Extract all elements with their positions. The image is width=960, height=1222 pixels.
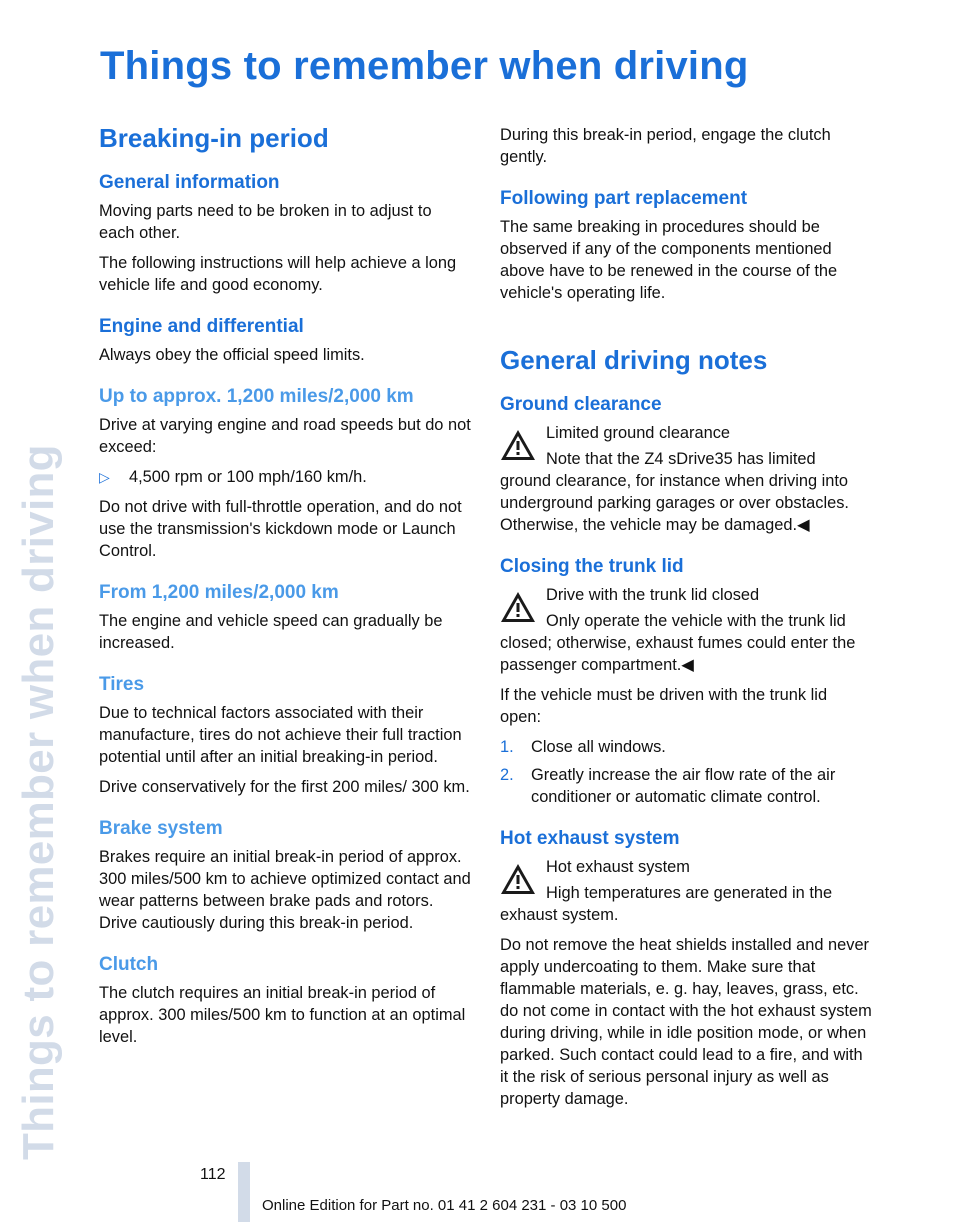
trunk-p1: If the vehicle must be driven with the trunk lid open: <box>500 686 828 726</box>
trunk-step-text: Greatly increase the air flow rate of the air conditioner or automatic climate control. <box>531 766 836 806</box>
tires-p2: Drive conservatively for the first 200 miles/ 300 km. <box>99 778 470 796</box>
upto-bullet-text: 4,500 rpm or 100 mph/160 km/h. <box>129 468 367 486</box>
clutch-heading: Clutch <box>99 954 159 975</box>
ground-warning-body-rest: ground clearance, for instance when driving into underground parking garages or over obstacles. Otherwise, the vehicle may be damaged.◀ <box>500 472 849 534</box>
trunk-step <box>500 736 872 758</box>
brake-p1: Brakes require an initial break-in period of approx. 300 miles/500 km to achieve optimized contact and wear patterns between brake pads and rotors. Drive cautiously during this break-in period. <box>99 848 471 932</box>
trunk-warning-title: Drive with the trunk lid closed <box>546 586 760 604</box>
general-info-p2: The following instructions will help achieve a long vehicle life and good economy. <box>99 254 457 294</box>
exhaust-heading: Hot exhaust system <box>500 828 680 849</box>
ground-heading: Ground clearance <box>500 394 662 415</box>
exhaust-warning-body-first: High temperatures are generated in the <box>546 884 833 902</box>
right-column <box>500 124 872 1118</box>
engine-p1: Always obey the official speed limits. <box>99 346 365 364</box>
exhaust-warning-body-rest: exhaust system. <box>500 906 619 924</box>
upto-p1: Drive at varying engine and road speeds but do not exceed: <box>99 416 471 456</box>
footer-bar <box>238 1162 250 1222</box>
trunk-warning-body-rest: closed; otherwise, exhaust fumes could enter the passenger compartment.◀ <box>500 634 856 674</box>
trunk-warning-body-first: Only operate the vehicle with the trunk lid <box>546 612 846 630</box>
side-chapter-title-text: Things to remember when driving <box>14 444 63 1160</box>
trunk-step <box>500 764 872 808</box>
page-title: Things to remember when driving <box>100 44 749 88</box>
exhaust-warning-title: Hot exhaust system <box>546 858 690 876</box>
general-info-p1: Moving parts need to be broken in to adjust to each other. <box>99 202 432 242</box>
left-column <box>99 120 471 1056</box>
ground-warning <box>500 422 872 536</box>
trunk-step-text: Close all windows. <box>531 738 666 756</box>
upto-heading: Up to approx. 1,200 miles/2,000 km <box>99 386 414 407</box>
warning-triangle-icon <box>500 428 536 462</box>
upto-p2: Do not drive with full-throttle operation, and do not use the transmission's kickdown mode or Launch Control. <box>99 498 462 560</box>
edition-footer: Online Edition for Part no. 01 41 2 604 231 - 03 10 500 <box>262 1197 627 1214</box>
clutch-continued: During this break-in period, engage the clutch gently. <box>500 126 831 166</box>
tires-p1: Due to technical factors associated with their manufacture, tires do not achieve their full traction potential until after an initial breaking-in period. <box>99 704 462 766</box>
following-p1: The same breaking in procedures should be observed if any of the components mentioned above have to be renewed in the course of the vehicle's operating life. <box>500 218 838 302</box>
from-p1: The engine and vehicle speed can gradually be increased. <box>99 612 443 652</box>
page-number: 112 <box>200 1166 226 1183</box>
ground-warning-body-first: Note that the Z4 sDrive35 has limited <box>546 450 816 468</box>
engine-heading: Engine and differential <box>99 316 304 337</box>
breakin-heading: Breaking-in period <box>99 123 329 153</box>
clutch-p1: The clutch requires an initial break-in period of approx. 300 miles/500 km to function at an optimal level. <box>99 984 466 1046</box>
exhaust-warning <box>500 856 872 926</box>
general-info-heading: General information <box>99 172 280 193</box>
exhaust-p1: Do not remove the heat shields installed and never apply undercoating to them. Make sure that flammable materials, e. g. hay, leaves, grass, etc. do not come in contact with the hot exhaust system during driving, while in idle position mode, or when parked. Such contact could lead to a fire, and with it the risk of serious personal injury as well as property damage. <box>500 936 872 1108</box>
tires-heading: Tires <box>99 674 145 695</box>
upto-bullet <box>99 466 471 488</box>
warning-triangle-icon <box>500 862 536 896</box>
brake-heading: Brake system <box>99 818 223 839</box>
side-chapter-title <box>14 40 64 1160</box>
trunk-step-number: 2. <box>500 766 514 784</box>
trunk-warning <box>500 584 872 676</box>
warning-triangle-icon <box>500 590 536 624</box>
trunk-step-number: 1. <box>500 738 514 756</box>
following-heading: Following part replacement <box>500 188 748 209</box>
ground-warning-title: Limited ground clearance <box>546 424 731 442</box>
bullet-arrow-icon: ▷ <box>99 469 110 485</box>
general-driving-heading: General driving notes <box>500 345 768 375</box>
from-heading: From 1,200 miles/2,000 km <box>99 582 339 603</box>
trunk-heading: Closing the trunk lid <box>500 556 684 577</box>
